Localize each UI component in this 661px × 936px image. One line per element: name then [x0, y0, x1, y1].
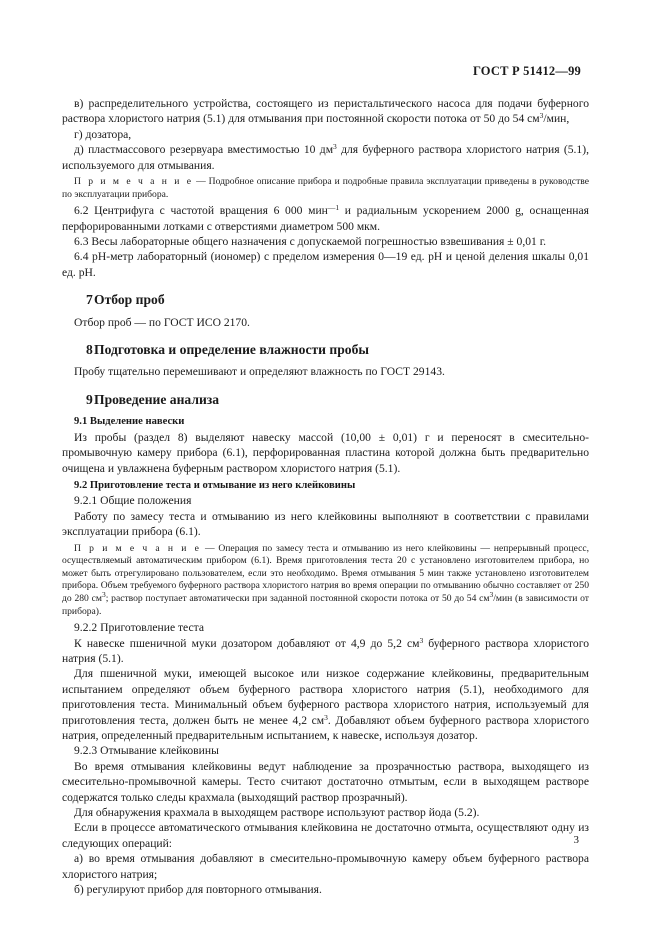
subsection-heading-9-2-2: 9.2.2 Приготовление теста — [74, 621, 204, 635]
note-1: П р и м е ч а н и е — Подробное описание прибора и подробные правила эксплуатации приведены в руководстве по эксплуатации прибора. — [62, 176, 589, 200]
section-heading-9: 9Проведение анализа — [86, 391, 220, 407]
subsection-9-2-1-text: Работу по замесу теста и отмыванию из него клейковины выполняют в соответствии с правилами эксплуатации прибора (6.1). — [62, 509, 589, 539]
section-7-text: Отбор проб — по ГОСТ ИСО 2170. — [74, 315, 250, 329]
document-code-header: ГОСТ Р 51412—99 — [472, 64, 581, 78]
paragraph-6-4: 6.4 pH-метр лабораторный (иономер) с пределом измерения 0—19 ед. pH и ценой деления шкалы 0,01 ед. pH. — [62, 250, 589, 279]
section-heading-7: 7Отбор проб — [86, 292, 165, 308]
subsection-heading-9-2-3: 9.2.3 Отмывание клейковины — [74, 744, 219, 758]
subsection-9-2-3-paragraph-2: Для обнаружения крахмала в выходящем растворе используют раствор йода (5.2). — [74, 805, 480, 819]
list-item-d: д) пластмассового резервуара вместимостью 10 $дм^3$ для буферного раствора хлористого натрия (5.1), используемого для отмывания. — [62, 142, 589, 172]
paragraph-6-2: 6.2 Центрифуга с частотой вращения 6 000 мин$^{—1}$ и радиальным ускорением 2000 g, оснащенная перфорированными лотками с отверстиями диаметром 500 мкм. — [62, 203, 589, 233]
subsection-9-1-text: Из пробы (раздел 8) выделяют навеску массой (10,00 ± 0,01) г и переносят в смесительно-промывочную камеру прибора (6.1), перфорированная пластина которой должна быть предварительно очищена и увлажнена буферным раствором хлористого натрия (5.1). — [62, 430, 589, 475]
subsection-heading-9-1: 9.1 Выделение навески — [74, 416, 185, 428]
note-2: П р и м е ч а н и е — Операция по замесу теста и отмыванию из него клейковины — непрерывный процесс, осуществляемый автоматическим прибором (6.1). Время приготовления теста 20 с установлено изготовителем прибора, но может быть отрегулировано пользователем, если это необходимо. Время отмывания 5 мин также установлено изготовителем прибора. Объем требуемого буферного раствора хлористого натрия во время операции по отмыванию обычно составляет от 250 до 280 $см^3$; раствор поступает автоматически при заданной постоянной скорости потока от 50 до 54 $см^3$/мин (в зависимости от прибора). — [62, 542, 590, 617]
section-heading-8: 8Подготовка и определение влажности пробы — [86, 342, 369, 358]
list-item-b-2: б) регулируют прибор для повторного отмывания. — [74, 883, 322, 896]
section-8-text: Пробу тщательно перемешивают и определяют влажность по ГОСТ 29143. — [74, 365, 445, 379]
subsection-9-2-2-text: К навеске пшеничной муки дозатором добавляют от 4,9 до 5,2 $см^3$ буферного раствора хлористого натрия (5.1). — [62, 635, 589, 665]
subsection-9-2-3-paragraph-3: Если в процессе автоматического отмывания клейковина не достаточно отмыта, осуществляют одну из следующих операций: — [62, 821, 589, 850]
subsection-9-2-2-paragraph-2: Для пшеничной муки, имеющей высокое или низкое содержание клейковины, предварительным испытанием определяют объем буферного раствора хлористого натрия (5.1), необходимого для приготовления теста. Минимальный объем буферного раствора хлористого натрия, используемый для приготовления теста, должен быть не менее 4,2 $см^3$. Добавляют объем буферного раствора хлористого натрия, определенный предварительным испытанием, к навеске, используя дозатор. — [62, 667, 590, 742]
subsection-heading-9-2: 9.2 Приготовление теста и отмывание из него клейковины — [74, 479, 356, 491]
list-item-b: в) распределительного устройства, состоящего из перистальтического насоса для подачи буферного раствора хлористого натрия (5.1) для отмывания при постоянной скорости потока от 50 до 54 $см^3$/мин, — [62, 97, 589, 126]
list-item-g: г) дозатора, — [74, 127, 132, 141]
paragraph-6-3: 6.3 Весы лабораторные общего назначения с допускаемой погрешностью взвешивания ± 0,01 г. — [74, 235, 547, 249]
document-body — [62, 96, 589, 897]
subsection-9-2-3-paragraph-1: Во время отмывания клейковины ведут наблюдение за прозрачностью раствора, выходящего из смесительно-промывочной камеры. Тесто считают достаточно отмытым, если в выходящем растворе содержатся только следы крахмала (выходящий раствор прозрачный). — [62, 759, 589, 804]
list-item-a: а) во время отмывания добавляют в смесительно-промывочную камеру объем буферного раствора хлористого натрия; — [62, 852, 589, 881]
page-number: 3 — [573, 834, 579, 846]
subsection-heading-9-2-1: 9.2.1 Общие положения — [74, 494, 192, 508]
